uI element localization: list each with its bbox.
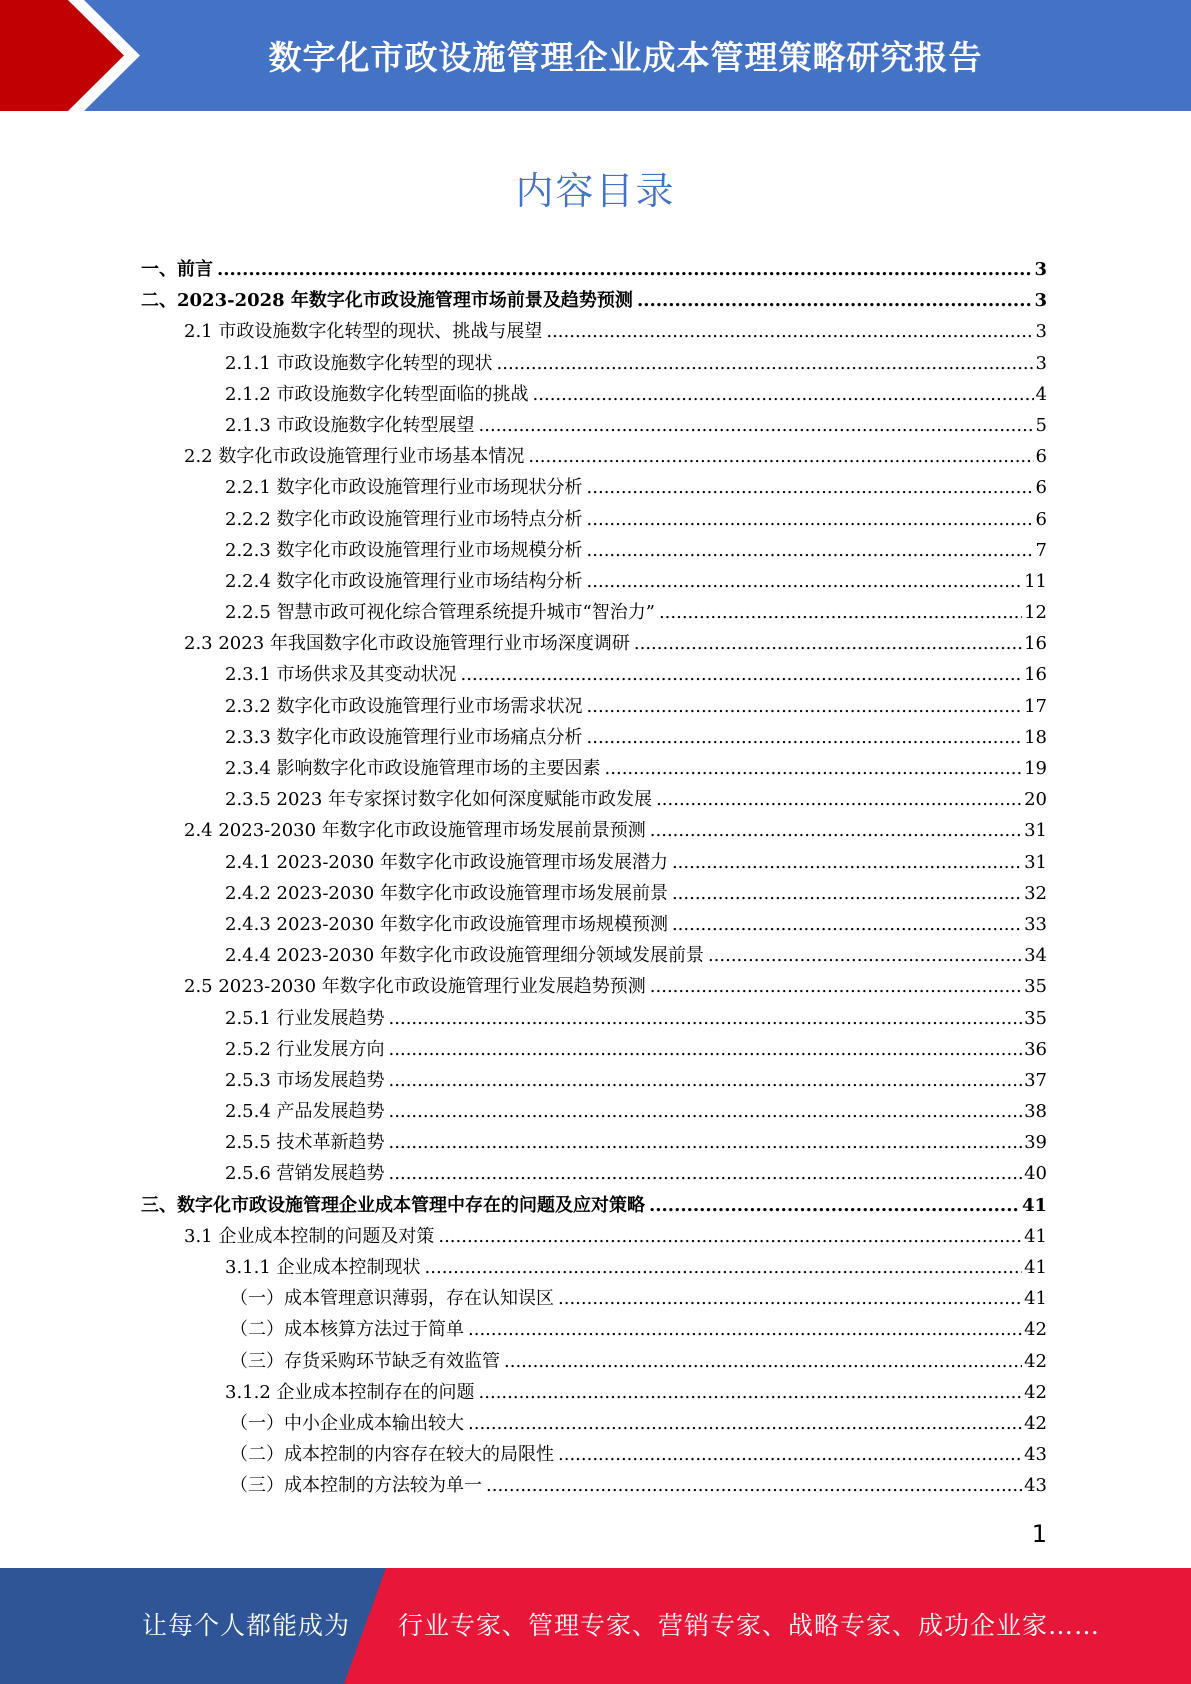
toc-dot-leader [649, 1190, 1020, 1221]
toc-entry-title: 2.5.2 行业发展方向 [225, 1038, 385, 1060]
toc-entry[interactable] [141, 815, 1047, 846]
toc-entry[interactable] [141, 1003, 1047, 1034]
toc-entry-page: 42 [1024, 1381, 1047, 1403]
toc-entry-page: 41 [1021, 1194, 1047, 1216]
toc-entry-page: 40 [1024, 1163, 1047, 1185]
toc-dot-leader [497, 348, 1034, 379]
toc-entry-page: 42 [1024, 1412, 1047, 1434]
toc-entry-title: 2.3.5 2023 年专家探讨数字化如何深度赋能市政发展 [225, 789, 653, 811]
toc-entry[interactable] [141, 722, 1047, 753]
toc-entry-page: 43 [1024, 1444, 1047, 1466]
toc-entry-title: （三）存货采购环节缺乏有效监管 [230, 1350, 500, 1372]
toc-entry[interactable] [141, 971, 1047, 1002]
header-banner [0, 0, 1191, 111]
toc-entry[interactable] [141, 566, 1047, 597]
toc-entry[interactable] [141, 1127, 1047, 1158]
toc-dot-leader [425, 1252, 1023, 1283]
toc-entry-title: 一、前言 [141, 259, 213, 280]
toc-dot-leader [558, 1439, 1022, 1470]
toc-entry[interactable] [141, 628, 1047, 659]
toc-entry-page: 18 [1024, 726, 1047, 748]
table-of-contents [141, 254, 1047, 1502]
toc-dot-leader [587, 504, 1034, 535]
toc-dot-leader [528, 441, 1033, 472]
toc-entry-title: 2.5 2023-2030 年数字化市政设施管理行业发展趋势预测 [184, 976, 646, 998]
toc-entry-page: 38 [1024, 1101, 1047, 1123]
toc-entry-page: 37 [1024, 1069, 1047, 1091]
toc-entry-page: 6 [1035, 477, 1047, 499]
toc-entry-page: 35 [1024, 976, 1047, 998]
toc-entry-title: 2.2.1 数字化市政设施管理行业市场现状分析 [225, 477, 583, 499]
toc-entry-title: 2.4.4 2023-2030 年数字化市政设施管理细分领域发展前景 [225, 945, 704, 967]
toc-entry-title: 二、2023-2028 年数字化市政设施管理市场前景及趋势预测 [141, 290, 633, 312]
toc-entry[interactable] [141, 1439, 1047, 1470]
toc-dot-leader [634, 628, 1022, 659]
toc-entry-page: 31 [1024, 820, 1047, 842]
toc-entry[interactable] [141, 254, 1047, 285]
toc-dot-leader [672, 847, 1022, 878]
toc-entry-title: 2.4 2023-2030 年数字化市政设施管理市场发展前景预测 [184, 820, 646, 842]
footer-slogan-right: 行业专家、管理专家、营销专家、战略专家、成功企业家…… [398, 1611, 1101, 1640]
toc-entry-title: （一）中小企业成本输出较大 [230, 1412, 464, 1434]
toc-dot-leader [479, 410, 1034, 441]
toc-entry-title: 2.1.1 市政设施数字化转型的现状 [225, 352, 493, 374]
toc-heading: 内容目录 [515, 169, 676, 213]
toc-entry-page: 3 [1035, 352, 1047, 374]
toc-entry-title: 2.1.2 市政设施数字化转型面临的挑战 [225, 383, 529, 405]
toc-dot-leader [546, 316, 1033, 347]
toc-dot-leader [672, 909, 1022, 940]
toc-dot-leader [389, 1034, 1023, 1065]
toc-entry-page: 11 [1024, 570, 1047, 592]
toc-dot-leader [587, 472, 1034, 503]
toc-entry-page: 12 [1024, 602, 1047, 624]
footer-banner [0, 1568, 1191, 1684]
toc-entry-page: 4 [1035, 383, 1047, 405]
toc-entry-title: 2.4.1 2023-2030 年数字化市政设施管理市场发展潜力 [225, 851, 668, 873]
toc-entry-page: 17 [1024, 695, 1047, 717]
toc-entry[interactable] [141, 379, 1047, 410]
toc-entry-page: 3 [1034, 259, 1047, 280]
toc-dot-leader [217, 254, 1032, 285]
toc-entry-page: 5 [1035, 414, 1047, 436]
toc-entry-page: 6 [1035, 508, 1047, 530]
toc-dot-leader [656, 784, 1022, 815]
toc-entry[interactable] [141, 535, 1047, 566]
toc-entry-page: 42 [1024, 1350, 1047, 1372]
toc-entry-page: 19 [1024, 758, 1047, 779]
toc-entry[interactable] [141, 1470, 1047, 1501]
toc-dot-leader [389, 1065, 1023, 1096]
header-chevron-icon [0, 0, 160, 111]
toc-entry[interactable] [141, 1065, 1047, 1096]
toc-dot-leader [708, 940, 1022, 971]
toc-dot-leader [389, 1003, 1023, 1034]
toc-entry-page: 43 [1024, 1475, 1047, 1497]
toc-entry[interactable] [141, 1314, 1047, 1345]
toc-entry-page: 16 [1024, 664, 1047, 686]
toc-entry-title: 2.3.2 数字化市政设施管理行业市场需求状况 [225, 695, 583, 717]
toc-entry[interactable] [141, 504, 1047, 535]
toc-entry-title: （一）成本管理意识薄弱，存在认知误区 [230, 1288, 554, 1310]
toc-entry-title: 2.2.3 数字化市政设施管理行业市场规模分析 [225, 539, 583, 561]
toc-entry-page: 33 [1024, 913, 1047, 935]
toc-dot-leader [605, 753, 1023, 784]
toc-entry-title: 2.3.3 数字化市政设施管理行业市场痛点分析 [225, 726, 583, 748]
toc-dot-leader [389, 1158, 1023, 1189]
toc-dot-leader [587, 691, 1023, 722]
toc-dot-leader [504, 1346, 1022, 1377]
toc-entry-title: 2.2.5 智慧市政可视化综合管理系统提升城市“智治力” [225, 602, 655, 624]
toc-entry[interactable] [141, 847, 1047, 878]
toc-entry-page: 41 [1024, 1257, 1047, 1278]
page-number: 1 [1031, 1520, 1047, 1548]
toc-entry[interactable] [141, 659, 1047, 690]
toc-entry[interactable] [141, 472, 1047, 503]
toc-entry[interactable] [141, 1377, 1047, 1408]
toc-entry-title: 3.1.2 企业成本控制存在的问题 [225, 1381, 475, 1403]
toc-dot-leader [672, 878, 1022, 909]
toc-entry[interactable] [141, 597, 1047, 628]
toc-entry-page: 32 [1024, 882, 1047, 904]
toc-dot-leader [479, 1377, 1023, 1408]
toc-dot-leader [468, 1408, 1022, 1439]
toc-entry-page: 39 [1024, 1132, 1047, 1154]
toc-dot-leader [587, 722, 1023, 753]
toc-entry[interactable] [141, 441, 1047, 472]
toc-entry[interactable] [141, 1346, 1047, 1377]
toc-entry-title: 2.5.1 行业发展趋势 [225, 1007, 385, 1029]
toc-dot-leader [533, 379, 1034, 410]
toc-entry-page: 35 [1024, 1007, 1047, 1029]
toc-entry-title: 2.4.2 2023-2030 年数字化市政设施管理市场发展前景 [225, 882, 668, 904]
toc-entry-title: （三）成本控制的方法较为单一 [230, 1475, 482, 1497]
toc-entry[interactable] [141, 1158, 1047, 1189]
toc-dot-leader [468, 1314, 1022, 1345]
toc-dot-leader [650, 815, 1022, 846]
toc-entry[interactable] [141, 1283, 1047, 1314]
toc-entry-page: 3 [1034, 290, 1047, 312]
toc-entry[interactable] [141, 1252, 1047, 1283]
toc-entry[interactable] [141, 784, 1047, 815]
toc-entry-page: 7 [1035, 539, 1047, 561]
toc-dot-leader [486, 1470, 1022, 1501]
toc-entry-page: 41 [1024, 1225, 1047, 1247]
toc-entry-title: 2.5.3 市场发展趋势 [225, 1069, 385, 1091]
toc-entry-title: 2.1.3 市政设施数字化转型展望 [225, 414, 475, 436]
toc-dot-leader [438, 1221, 1022, 1252]
toc-dot-leader [650, 971, 1022, 1002]
toc-entry[interactable] [141, 1096, 1047, 1127]
toc-entry-title: （二）成本核算方法过于简单 [230, 1319, 464, 1341]
toc-entry-page: 6 [1035, 446, 1047, 468]
toc-dot-leader [587, 566, 1023, 597]
toc-dot-leader [558, 1283, 1022, 1314]
toc-entry[interactable] [141, 1408, 1047, 1439]
toc-dot-leader [637, 285, 1033, 316]
toc-entry-page: 16 [1024, 633, 1047, 655]
toc-entry-title: 2.3.1 市场供求及其变动状况 [225, 664, 457, 686]
toc-entry[interactable] [141, 285, 1047, 316]
toc-entry-title: 2.3 2023 年我国数字化市政设施管理行业市场深度调研 [184, 633, 630, 655]
toc-entry-page: 41 [1024, 1288, 1047, 1310]
toc-entry-page: 42 [1024, 1319, 1047, 1341]
toc-entry[interactable] [141, 909, 1047, 940]
toc-entry-title: 2.3.4 影响数字化市政设施管理市场的主要因素 [225, 758, 601, 779]
toc-entry[interactable] [141, 940, 1047, 971]
toc-dot-leader [389, 1096, 1023, 1127]
toc-entry-title: 2.2.2 数字化市政设施管理行业市场特点分析 [225, 508, 583, 530]
toc-entry-title: 2.5.4 产品发展趋势 [225, 1101, 385, 1123]
toc-entry[interactable] [141, 1034, 1047, 1065]
toc-entry-title: 2.4.3 2023-2030 年数字化市政设施管理市场规模预测 [225, 913, 668, 935]
toc-entry[interactable] [141, 878, 1047, 909]
toc-entry-title: （二）成本控制的内容存在较大的局限性 [230, 1444, 554, 1466]
toc-dot-leader [587, 535, 1034, 566]
toc-entry-page: 34 [1024, 945, 1047, 967]
toc-entry[interactable] [141, 691, 1047, 722]
toc-entry-title: 三、数字化市政设施管理企业成本管理中存在的问题及应对策略 [141, 1194, 645, 1216]
toc-entry-page: 20 [1024, 789, 1047, 811]
footer-slogan-left: 让每个人都能成为 [142, 1611, 351, 1640]
toc-dot-leader [461, 659, 1023, 690]
toc-entry[interactable] [141, 348, 1047, 379]
toc-entry-title: 2.1 市政设施数字化转型的现状、挑战与展望 [184, 321, 543, 343]
toc-entry-title: 2.2.4 数字化市政设施管理行业市场结构分析 [225, 570, 583, 592]
toc-entry[interactable] [141, 316, 1047, 347]
toc-entry-title: 2.5.5 技术革新趋势 [225, 1132, 385, 1154]
toc-entry-page: 31 [1024, 851, 1047, 873]
toc-entry[interactable] [141, 1221, 1047, 1252]
toc-entry-title: 3.1 企业成本控制的问题及对策 [184, 1225, 435, 1247]
toc-dot-leader [659, 597, 1022, 628]
toc-entry-title: 3.1.1 企业成本控制现状 [225, 1257, 421, 1278]
toc-entry-page: 36 [1024, 1038, 1047, 1060]
toc-entry-title: 2.5.6 营销发展趋势 [225, 1163, 385, 1185]
toc-entry-title: 2.2 数字化市政设施管理行业市场基本情况 [184, 446, 525, 468]
toc-entry-page: 3 [1035, 321, 1047, 343]
toc-entry[interactable] [141, 753, 1047, 784]
report-title: 数字化市政设施管理企业成本管理策略研究报告 [268, 38, 983, 77]
toc-dot-leader [389, 1127, 1023, 1158]
toc-entry[interactable] [141, 410, 1047, 441]
toc-entry[interactable] [141, 1190, 1047, 1221]
